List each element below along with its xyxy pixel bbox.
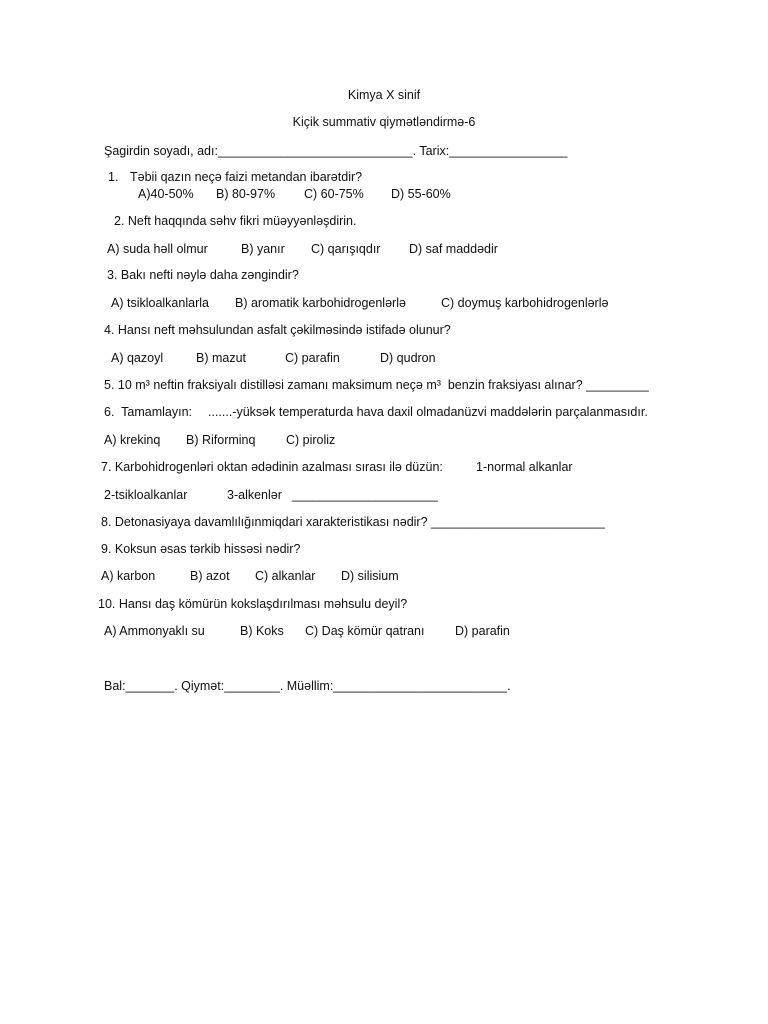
q9-option-a: A) karbon	[101, 569, 156, 583]
page-title: Kimya X sinif	[347, 88, 421, 102]
q7-item-3: 3-alkenlər	[227, 488, 282, 502]
question-2-text: 2. Neft haqqında səhv fikri müəyyənləşdirin.	[114, 214, 357, 228]
q6-option-b: B) Riforminq	[186, 433, 256, 447]
question-6-label: 6. Tamamlayın:	[104, 405, 193, 419]
q6-option-c: C) piroliz	[286, 433, 336, 447]
question-10-text: 10. Hansı daş kömürün kokslaşdırılması məhsulu deyil?	[98, 597, 408, 611]
student-info-line: Şagirdin soyadı, adı:____________________________. Tarix:_________________	[104, 144, 568, 158]
q4-option-b: B) mazut	[196, 351, 247, 365]
q3-option-b: B) aromatik karbohidrogenlərlə	[235, 296, 406, 310]
question-5-text: 5. 10 m³ neftin fraksiyalı distilləsi zamanı maksimum neçə m³ benzin fraksiyası alınar? _________	[104, 378, 649, 392]
q1-option-a: A)40-50%	[138, 187, 194, 201]
q1-option-c: C) 60-75%	[304, 187, 364, 201]
q2-option-c: C) qarışıqdır	[311, 242, 381, 256]
q10-option-d: D) parafin	[455, 624, 510, 638]
q4-option-c: C) parafin	[285, 351, 340, 365]
q3-option-c: C) doymuş karbohidrogenlərlə	[441, 296, 609, 310]
question-1-text: Təbii qazın neçə faizi metandan ibarətdir?	[130, 170, 363, 184]
q2-option-b: B) yanır	[241, 242, 285, 256]
q7-answer-blank: _____________________	[292, 488, 438, 502]
question-3-text: 3. Bakı nefti nəylə daha zəngindir?	[107, 268, 299, 282]
q2-option-d: D) saf maddədir	[409, 242, 498, 256]
q10-option-c: C) Daş kömür qatranı	[305, 624, 425, 638]
q4-option-a: A) qazoyl	[111, 351, 164, 365]
question-4-text: 4. Hansı neft məhsulundan asfalt çəkilməsində istifadə olunur?	[104, 323, 451, 337]
q10-option-b: B) Koks	[240, 624, 284, 638]
q4-option-d: D) qudron	[380, 351, 436, 365]
q1-option-d: D) 55-60%	[391, 187, 451, 201]
grading-footer: Bal:_______. Qiymət:________. Müəllim:_________________________.	[104, 679, 511, 693]
question-6-text: .......-yüksək temperaturda hava daxil olmadanüzvi maddələrin parçalanmasıdır.	[208, 405, 648, 419]
q7-item-1: 1-normal alkanlar	[476, 460, 573, 474]
page-subtitle: Kiçik summativ qiymətləndirmə-6	[292, 115, 476, 129]
question-9-text: 9. Koksun əsas tərkib hissəsi nədir?	[101, 542, 301, 556]
q7-item-2: 2-tsikloalkanlar	[104, 488, 188, 502]
question-7-text: 7. Karbohidrogenləri oktan ədədinin azalması sırası ilə düzün:	[101, 460, 443, 474]
q9-option-b: B) azot	[190, 569, 230, 583]
q9-option-c: C) alkanlar	[255, 569, 316, 583]
q9-option-d: D) silisium	[341, 569, 399, 583]
question-1-number: 1.	[108, 170, 119, 184]
question-8-text: 8. Detonasiyaya davamlılığınmiqdari xarakteristikası nədir? _________________________	[101, 515, 605, 529]
q10-option-a: A) Ammonyaklı su	[104, 624, 205, 638]
q3-option-a: A) tsikloalkanlarla	[111, 296, 209, 310]
q2-option-a: A) suda həll olmur	[107, 242, 208, 256]
q1-option-b: B) 80-97%	[216, 187, 276, 201]
q6-option-a: A) krekinq	[104, 433, 161, 447]
